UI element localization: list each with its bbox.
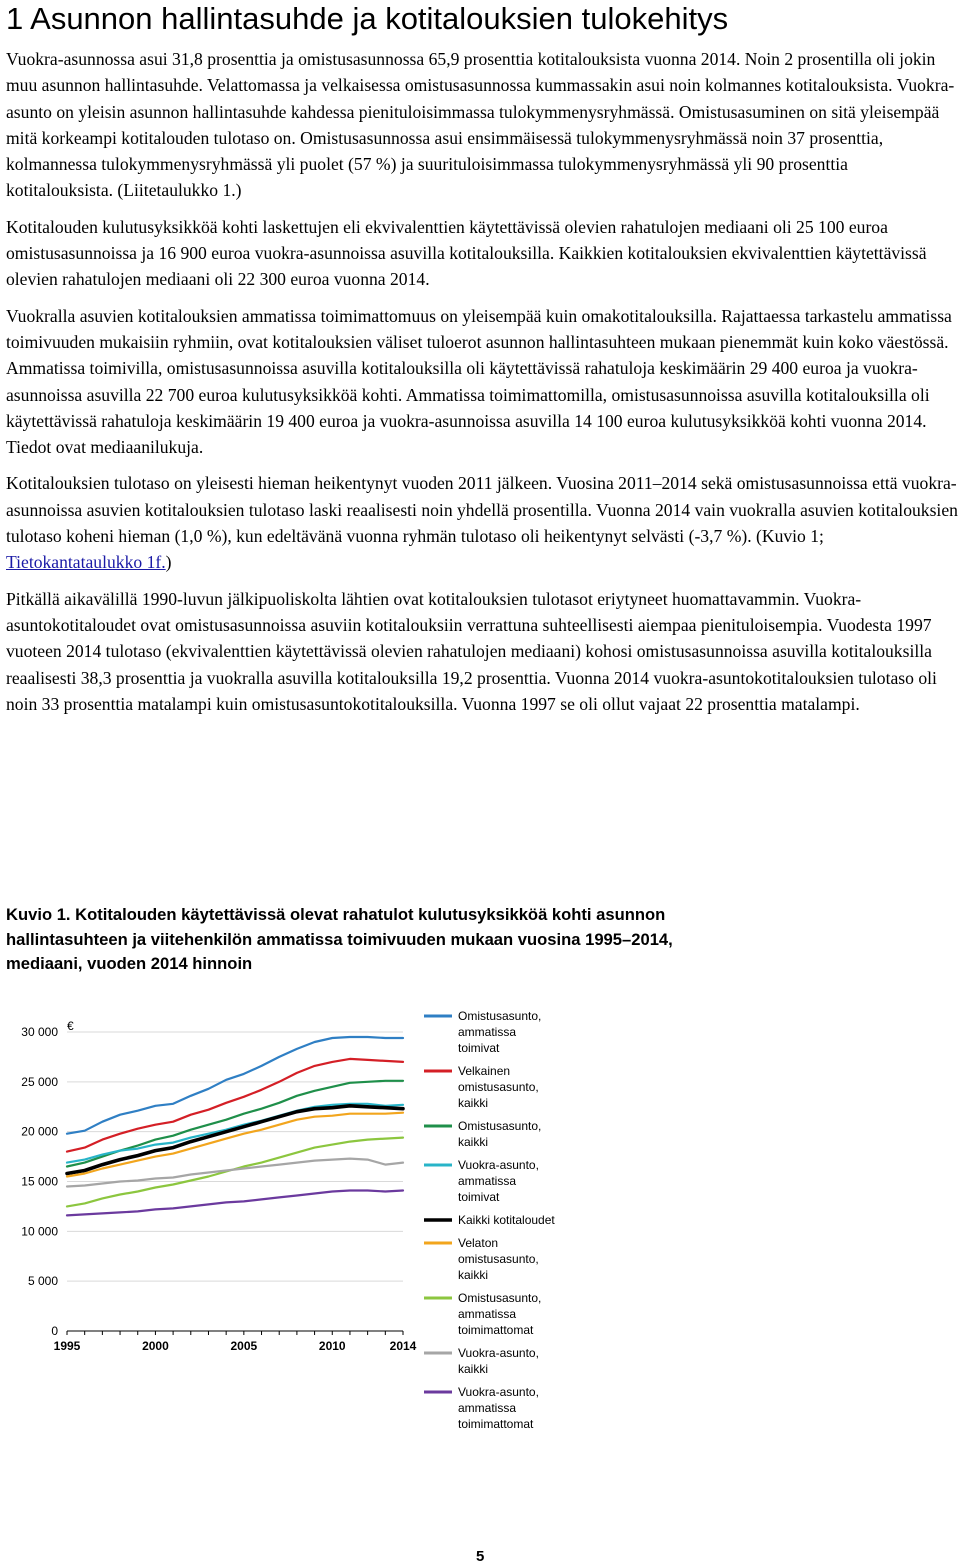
y-tick-label: 5 000 — [27, 1274, 58, 1289]
legend-label: toimivat — [458, 1041, 500, 1055]
x-tick-label: 2014 — [389, 1339, 417, 1353]
legend-label: kaikki — [458, 1268, 489, 1282]
legend-label: Velkainen — [458, 1064, 511, 1078]
legend-label: Vuokra-asunto, — [458, 1346, 539, 1360]
paragraph-5: Pitkällä aikavälillä 1990-luvun jälkipuoliskolta lähtien ovat kotitalouksien tulotasot eriytyneet huomattavammin. Vuokra-asuntokotitaloudet ovat omistusasunnoissa asuviin kotitalouksiin verrattuna suhteellisesti aiempaa pienituloisempia. Vuodesta 1997 vuoteen 2014 tulotaso (ekvivalenttien käytettävissä olevien rahatulojen mediaani) kohosi omistusasunnoissa asuvilla kotitalouksilla reaalisesti 38,3 prosenttia ja vuokralla asuvilla kotitalouksilla 19,2 prosenttia. Vuonna 2014 vuokra-asuntokotitalouksien tulotaso oli noin 33 prosenttia matalampi kuin omistusasuntokotitalouksilla. Vuonna 1997 se oli ollut vajaat 22 prosenttia matalampi. — [6, 588, 937, 714]
body-text — [6, 46, 958, 727]
page-number: 5 — [476, 1548, 485, 1565]
y-tick-label: 0 — [51, 1324, 58, 1338]
paragraph-4-text: Kotitalouksien tulotaso on yleisesti hieman heikentynyt vuoden 2011 jälkeen. Vuosina 2011–2014 sekä omistusasunnoissa että vuokra-asunnoissa asuvien kotitalouksien tulotaso laski reaalisesti noin yhdellä prosentilla. Vuonna 2014 vain vuokralla asuvien kotitalouksien tulotaso koheni hieman (1,0 %), kun edeltävänä vuonna ryhmän tulotaso oli heikentynyt selvästi (-3,7 %). (Kuvio 1; — [6, 473, 958, 547]
figure-caption: Kuvio 1. Kotitalouden käytettävissä olevat rahatulot kulutusyksikköä kohti asunnon hallintasuhteen ja viitehenkilön ammatissa toimivuuden mukaan vuosina 1995–2014, mediaani, vuoden 2014 hinnoin — [6, 905, 673, 973]
series-line — [67, 1081, 403, 1167]
paragraph-4 — [6, 470, 958, 575]
legend-label: Omistusasunto, — [458, 1119, 542, 1133]
series-line — [67, 1159, 403, 1187]
legend-label: kaikki — [458, 1135, 489, 1149]
legend-label: Velaton — [458, 1236, 499, 1250]
series-line — [67, 1113, 403, 1177]
legend-label: ammatissa — [458, 1025, 517, 1039]
y-tick-label: 10 000 — [21, 1224, 58, 1239]
x-tick-label: 1995 — [53, 1339, 81, 1353]
paragraph-4-end: ) — [165, 552, 172, 573]
legend-label: omistusasunto, — [458, 1252, 539, 1266]
legend-label: kaikki — [458, 1096, 489, 1110]
y-axis-unit: € — [67, 1019, 74, 1033]
legend-label: Kaikki kotitaloudet — [458, 1213, 555, 1227]
x-tick-label: 2005 — [230, 1339, 258, 1353]
y-tick-label: 20 000 — [21, 1124, 58, 1139]
legend-label: Vuokra-asunto, — [458, 1158, 539, 1172]
y-tick-label: 25 000 — [21, 1074, 58, 1089]
legend-label: ammatissa — [458, 1307, 517, 1321]
paragraph-2: Kotitalouden kulutusyksikköä kohti laskettujen eli ekvivalenttien käytettävissä olevien rahatulojen mediaani oli 25 100 euroa omistusasunnoissa ja 16 900 euroa vuokra-asunnoissa asuvilla kotitalouksilla. Kaikkien kotitalouksien ekvivalenttien käytettävissä olevien rahatulojen mediaani oli 22 300 euroa vuonna 2014. — [6, 216, 927, 290]
legend-label: toimimattomat — [458, 1417, 534, 1431]
series-line — [67, 1037, 403, 1134]
legend-label: Omistusasunto, — [458, 1009, 542, 1023]
legend-label: ammatissa — [458, 1174, 517, 1188]
x-tick-label: 2010 — [318, 1339, 346, 1353]
legend-label: toimivat — [458, 1190, 500, 1204]
series-line — [67, 1138, 403, 1207]
x-tick-label: 2000 — [142, 1339, 169, 1353]
paragraph-3: Vuokralla asuvien kotitalouksien ammatissa toimimattomuus on yleisempää kuin omakotitalouksilla. Rajattaessa tarkastelu ammatissa toimivuuden mukaisiin ryhmiin, ovat kotitalouksien väliset tuloerot asunnon hallintasuhteen mukaan pienemmät kuin koko väestössä. Ammatissa toimivilla, omistusasunnoissa asuvilla kotitalouksilla oli käytettävissä rahatuloja keskimäärin 29 400 euroa ja vuokra-asunnoissa asuvilla 22 700 euroa kulutusyksikköä kohti. Ammatissa toimimattomilla, omistusasunnoissa asuvilla kotitalouksilla oli käytettävissä rahatuloja keskimäärin 19 400 euroa ja vuokra-asunnoissa asuvilla 14 100 euroa kulutusyksikköä kohti vuonna 2014. Tiedot ovat mediaanilukuja. — [6, 305, 952, 458]
legend-label: omistusasunto, — [458, 1080, 539, 1094]
legend-label: Vuokra-asunto, — [458, 1385, 539, 1399]
legend-label: kaikki — [458, 1362, 489, 1376]
page-title: 1 Asunnon hallintasuhde ja kotitalouksien tulokehitys — [6, 1, 729, 36]
y-tick-label: 15 000 — [21, 1174, 58, 1189]
y-tick-label: 30 000 — [21, 1025, 58, 1039]
paragraph-1: Vuokra-asunnossa asui 31,8 prosenttia ja omistusasunnossa 65,9 prosenttia kotitalouksista vuonna 2014. Noin 2 prosentilla oli jokin muu asunnon hallintasuhde. Velattomassa ja velkaisessa omistusasunnossa kummassakin asui noin kolmannes kotitalouksista. Vuokra-asunto on yleisin asunnon hallintasuhde kahdessa pienituloisimmassa tulokymmenysryhmässä. Omistusasuminen on sitä yleisempää mitä korkeampi kotitalouden tulotaso on. Omistusasunnossa asui ensimmäisessä tulokymmenysryhmässä noin 37 prosenttia, kolmannessa tulokymmenysryhmässä yli puolet (57 %) ja suurituloisimmassa tulokymmenysryhmässä yli 90 prosenttia kotitalouksista. (Liitetaulukko 1.) — [6, 49, 955, 201]
legend-label: Omistusasunto, — [458, 1291, 542, 1305]
legend-label: ammatissa — [458, 1401, 517, 1415]
database-table-link[interactable]: Tietokantataulukko 1f. — [6, 552, 166, 573]
income-line-chart — [0, 1008, 960, 1431]
legend-label: toimimattomat — [458, 1323, 534, 1337]
